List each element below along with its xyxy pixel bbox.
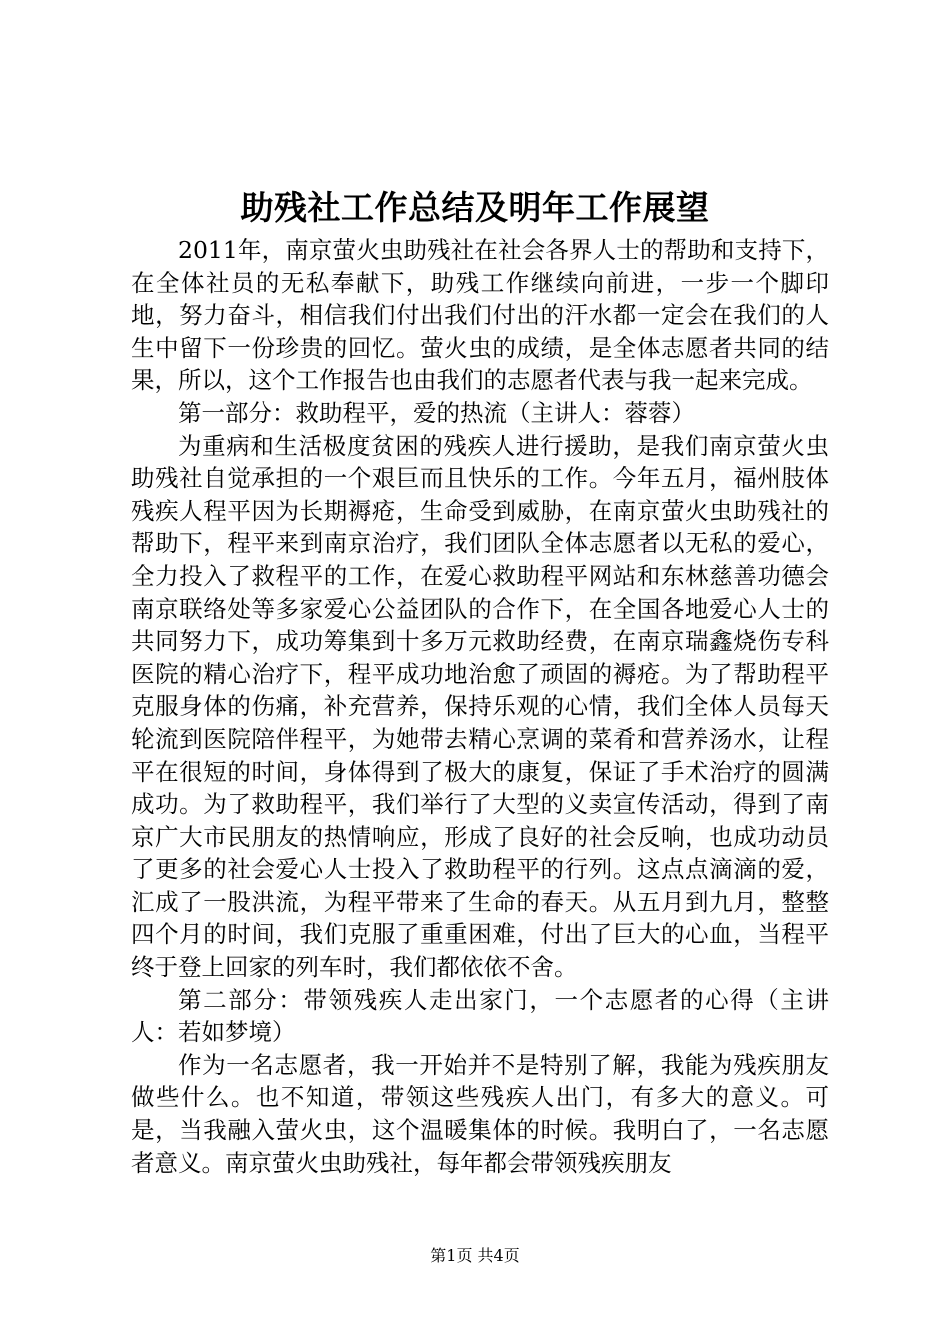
document-title: 助残社工作总结及明年工作展望 — [240, 188, 710, 227]
paragraph-intro: 2011年，南京萤火虫助残社在社会各界人士的帮助和支持下，在全体社员的无私奉献下，助残工作继续向前进，一步一个脚印地，努力奋斗，相信我们付出我们付出的汗水都一定会在我们的人生中留下一份珍贵的回忆。萤火虫的成绩，是全体志愿者共同的结果，所以，这个工作报告也由我们的志愿者代表与我一起来完成。 — [131, 236, 829, 395]
paragraph-part-one: 为重病和生活极度贫困的残疾人进行援助，是我们南京萤火虫助残社自觉承担的一个艰巨而且快乐的工作。今年五月，福州肢体残疾人程平因为长期褥疮，生命受到威胁，在南京萤火虫助残社的帮助下，程平来到南京治疗，我们团队全体志愿者以无私的爱心，全力投入了救程平的工作，在爱心救助程平网站和东林慈善功德会南京联络处等多家爱心公益团队的合作下，在全国各地爱心人士的共同努力下，成功筹集到十多万元救助经费，在南京瑞鑫烧伤专科医院的精心治疗下，程平成功地治愈了顽固的褥疮。为了帮助程平克服身体的伤痛，补充营养，保持乐观的心情，我们全体人员每天轮流到医院陪伴程平，为她带去精心烹调的菜肴和营养汤水，让程平在很短的时间，身体得到了极大的康复，保证了手术治疗的圆满成功。为了救助程平，我们举行了大型的义卖宣传活动，得到了南京广大市民朋友的热情响应，形成了良好的社会反响，也成功动员了更多的社会爱心人士投入了救助程平的行列。这点点滴滴的爱，汇成了一股洪流，为程平带来了生命的春天。从五月到九月，整整四个月的时间，我们克服了重重困难，付出了巨大的心血，当程平终于登上回家的列车时，我们都依依不舍。 — [131, 431, 829, 982]
section-heading-part-two: 第二部分：带领残疾人走出家门，一个志愿者的心得（主讲人：若如梦境） — [131, 985, 829, 1047]
page-number-footer: 第1页 共4页 — [430, 1246, 520, 1265]
document-body — [131, 234, 829, 1179]
paragraph-part-two: 作为一名志愿者，我一开始并不是特别了解，我能为残疾朋友做些什么。也不知道，带领这些残疾人出门，有多大的意义。可是，当我融入萤火虫，这个温暖集体的时候。我明白了，一名志愿者意义。南京萤火虫助残社，每年都会带领残疾朋友 — [131, 1050, 829, 1177]
section-heading-part-one: 第一部分：救助程平，爱的热流（主讲人：蓉蓉） — [178, 398, 695, 427]
